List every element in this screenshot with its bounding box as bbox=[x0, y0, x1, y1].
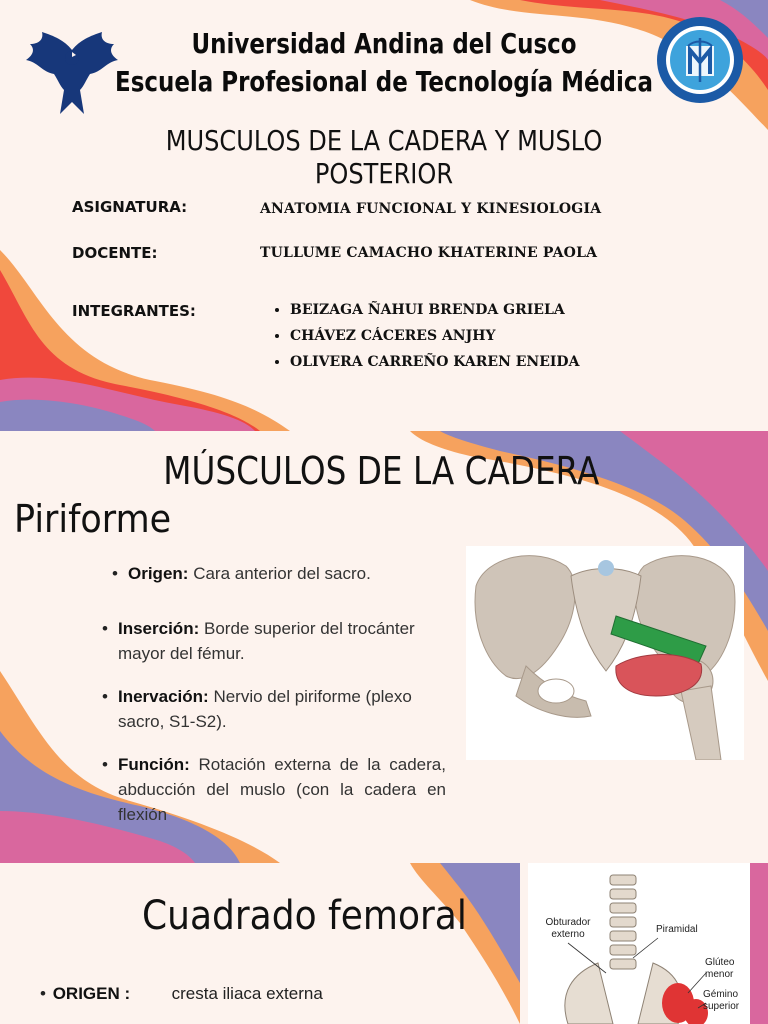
cover-slide bbox=[0, 0, 768, 431]
list-item: • BEIZAGA ÑAHUI BRENDA GRIELA bbox=[290, 302, 579, 319]
item-text: Rotación externa de la cadera, abducción del muslo (con la cadera en flexión bbox=[118, 755, 446, 824]
school-seal-icon bbox=[656, 16, 744, 104]
list-item: • OLIVERA CARREÑO KAREN ENEIDA bbox=[290, 354, 579, 371]
item-text: Nervio del piriforme (plexo sacro, S1-S2). bbox=[118, 687, 412, 731]
origin-label: ORIGEN : bbox=[52, 984, 131, 1003]
members-list bbox=[272, 302, 579, 380]
section-title: MÚSCULOS DE LA CADERA bbox=[163, 449, 600, 493]
figure-label: Piramidal bbox=[656, 924, 698, 935]
item-text: Cara anterior del sacro. bbox=[193, 564, 371, 583]
list-item bbox=[118, 752, 446, 827]
list-item: • CHÁVEZ CÁCERES ANJHY bbox=[290, 328, 579, 345]
subject-value: ANATOMIA FUNCIONAL Y KINESIOLOGIA bbox=[260, 201, 602, 217]
item-label: Inserción: bbox=[118, 619, 200, 638]
cover-title-line2: POSTERIOR bbox=[314, 157, 454, 190]
figure-label: Obturador externo bbox=[545, 917, 591, 940]
origin-text: cresta iliaca externa bbox=[171, 984, 323, 1003]
university-name: Universidad Andina del Cusco bbox=[191, 27, 577, 60]
piriforme-details bbox=[118, 561, 446, 827]
cover-title-line1: MUSCULOS DE LA CADERA Y MUSLO bbox=[165, 124, 603, 157]
item-label: Función: bbox=[118, 755, 190, 774]
subject-label: ASIGNATURA: bbox=[72, 198, 188, 216]
list-item bbox=[118, 684, 446, 734]
cuadrado-slide bbox=[0, 863, 768, 1024]
list-item bbox=[118, 616, 446, 666]
item-label: Inervación: bbox=[118, 687, 209, 706]
members-label: INTEGRANTES: bbox=[72, 302, 196, 320]
pelvis-illustration bbox=[466, 546, 744, 760]
list-item bbox=[128, 561, 446, 586]
piriforme-slide bbox=[0, 431, 768, 863]
figure-label: Glúteo menor bbox=[705, 957, 735, 980]
muscle-title: Cuadrado femoral bbox=[142, 893, 467, 939]
item-text: Borde superior del trocánter mayor del fémur. bbox=[118, 619, 415, 663]
teacher-label: DOCENTE: bbox=[72, 244, 158, 262]
figure-label: Gémino superior bbox=[703, 989, 740, 1012]
teacher-value: TULLUME CAMACHO KHATERINE PAOLA bbox=[260, 245, 598, 261]
school-name: Escuela Profesional de Tecnología Médica bbox=[115, 65, 653, 98]
origin-item: • ORIGEN : cresta iliaca externa bbox=[40, 984, 323, 1003]
item-label: Origen: bbox=[128, 564, 189, 583]
muscle-title: Piriforme bbox=[14, 497, 172, 541]
